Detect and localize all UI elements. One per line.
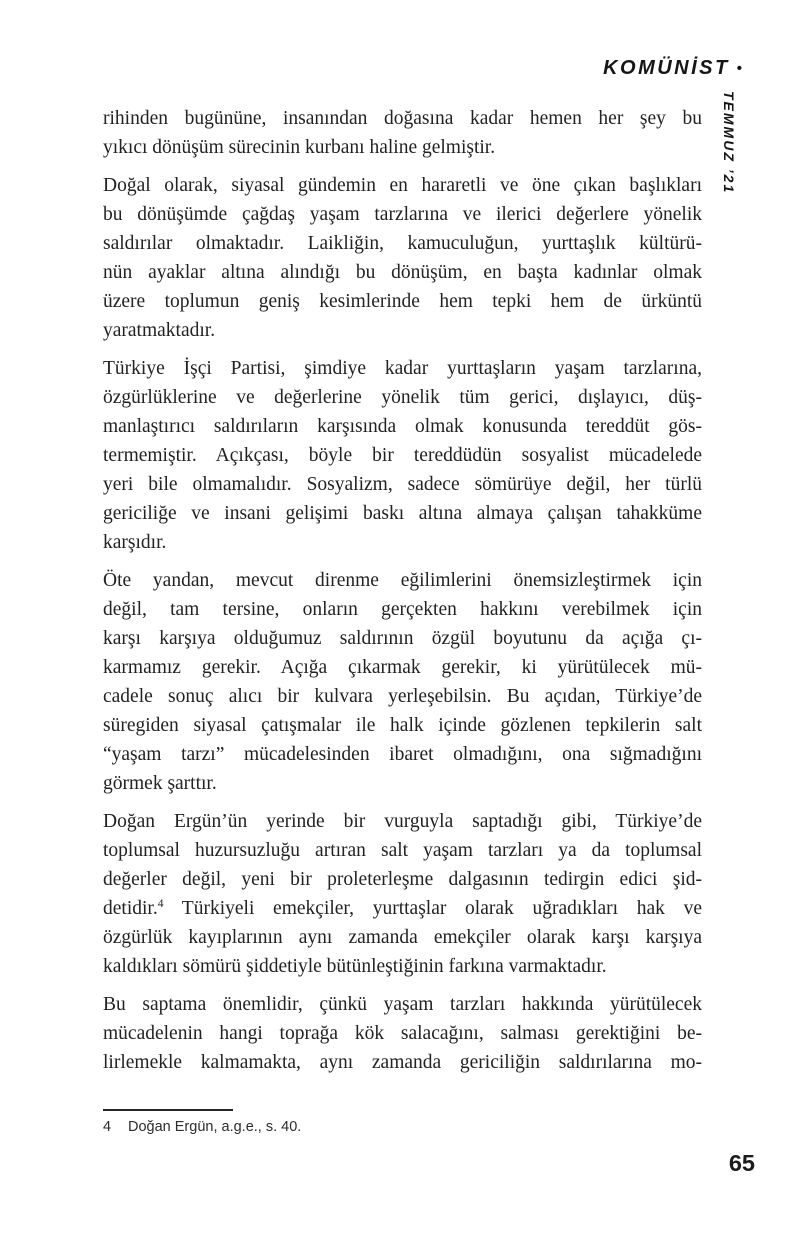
text-line: Bu saptama önemlidir, çünkü yaşam tarzları hakkında yürütülecek — [103, 994, 702, 1015]
text-line: üzere toplumun geniş kesimlerinde hem tepki hem de ürküntü — [103, 291, 702, 312]
paragraph — [103, 104, 702, 162]
text-segment: Türkiyeli emekçiler, yurttaşlar olarak uğradıkları hak ve — [163, 898, 702, 919]
footnote-ref: 4 — [157, 898, 164, 910]
header-bullet-icon: • — [736, 60, 742, 77]
text-line: özgürlük kayıplarının aynı zamanda emekçiler olarak karşı karşıya — [103, 927, 702, 948]
footnote-text: Doğan Ergün, a.g.e., s. 40. — [128, 1119, 302, 1135]
paragraph — [103, 354, 702, 557]
paragraph — [103, 807, 702, 981]
text-line: cadele sonuç alıcı bir kulvara yerleşebilsin. Bu açıdan, Türkiye’de — [103, 686, 702, 707]
text-line: Öte yandan, mevcut direnme eğilimlerini önemsizleştirmek için — [103, 570, 702, 591]
paragraph — [103, 566, 702, 798]
text-line: mücadelenin hangi toprağa kök salacağını, salması gerektiğini be- — [103, 1023, 702, 1044]
text-line: Doğan Ergün’ün yerinde bir vurguyla saptadığı gibi, Türkiye’de — [103, 811, 702, 832]
text-line: görmek şarttır. — [103, 773, 217, 794]
paragraph — [103, 171, 702, 345]
text-line: “yaşam tarzı” mücadelesinden ibaret olmadığını, ona sığmadığını — [103, 744, 702, 765]
magazine-title: KOMÜNİST — [603, 57, 730, 79]
text-line: lirlemekle kalmamakta, aynı zamanda gericiliğin saldırılarına mo- — [103, 1052, 702, 1073]
text-line: yaratmaktadır. — [103, 320, 216, 341]
text-line: yeri bile olmamalıdır. Sosyalizm, sadece sömürüye değil, her türlü — [103, 474, 702, 495]
text-line: Türkiye İşçi Partisi, şimdiye kadar yurttaşların yaşam tarzlarına, — [103, 358, 702, 379]
footnote — [103, 1118, 702, 1136]
text-line: gericiliğe ve insani gelişimi baskı altına almaya çalışan tahakküme — [103, 503, 702, 524]
text-line: yıkıcı dönüşüm sürecinin kurbanı haline gelmiştir. — [103, 137, 496, 158]
text-line: toplumsal huzursuzluğu artıran salt yaşam tarzları ya da toplumsal — [103, 840, 702, 861]
text-line: manlaştırıcı saldırıların karşısında olmak konusunda tereddüt gös- — [103, 416, 702, 437]
text-line: karşı karşıya olduğumuz saldırının özgül boyutunu da açığa çı- — [103, 628, 702, 649]
text-line: değil, tam tersine, onların gerçekten hakkını verebilmek için — [103, 599, 702, 620]
text-line: nün ayaklar altına alındığı bu dönüşüm, en başta kadınlar olmak — [103, 262, 702, 283]
text-line: Doğal olarak, siyasal gündemin en hararetli ve öne çıkan başlıkları — [103, 175, 702, 196]
text-line: karmamız gerekir. Açığa çıkarmak gerekir, ki yürütülecek mü- — [103, 657, 702, 678]
page-number: 65 — [728, 1150, 755, 1176]
magazine-header — [603, 57, 742, 80]
text-segment: detidir. — [103, 898, 158, 919]
text-line: termemiştir. Açıkçası, böyle bir tereddüdün sosyalist mücadelede — [103, 445, 702, 466]
footnote-area — [103, 1109, 702, 1136]
body-text — [103, 104, 702, 1077]
footnote-rule — [103, 1109, 233, 1111]
footnote-number: 4 — [103, 1119, 112, 1135]
text-line: süregiden siyasal çatışmalar ile halk içinde gözlenen tepkilerin salt — [103, 715, 702, 736]
text-line: kaldıkları sömürü şiddetiyle bütünleştiğinin farkına varmaktadır. — [103, 956, 607, 977]
text-line: karşıdır. — [103, 532, 167, 553]
text-line: saldırılar olmaktadır. Laikliğin, kamuculuğun, yurttaşlık kültürü- — [103, 233, 702, 254]
text-line — [103, 894, 702, 923]
paragraph — [103, 990, 702, 1077]
text-line: özgürlüklerine ve değerlerine yönelik tüm gerici, dışlayıcı, düş- — [103, 387, 702, 408]
text-line: bu dönüşümde çağdaş yaşam tarzlarına ve ilerici değerlere yönelik — [103, 204, 702, 225]
issue-date-vertical: TEMMUZ ’21 — [721, 91, 737, 195]
text-line: değerler değil, yeni bir proleterleşme dalgasının tedirgin edici şid- — [103, 869, 702, 890]
text-line: rihinden bugününe, insanından doğasına kadar hemen her şey bu — [103, 108, 702, 129]
